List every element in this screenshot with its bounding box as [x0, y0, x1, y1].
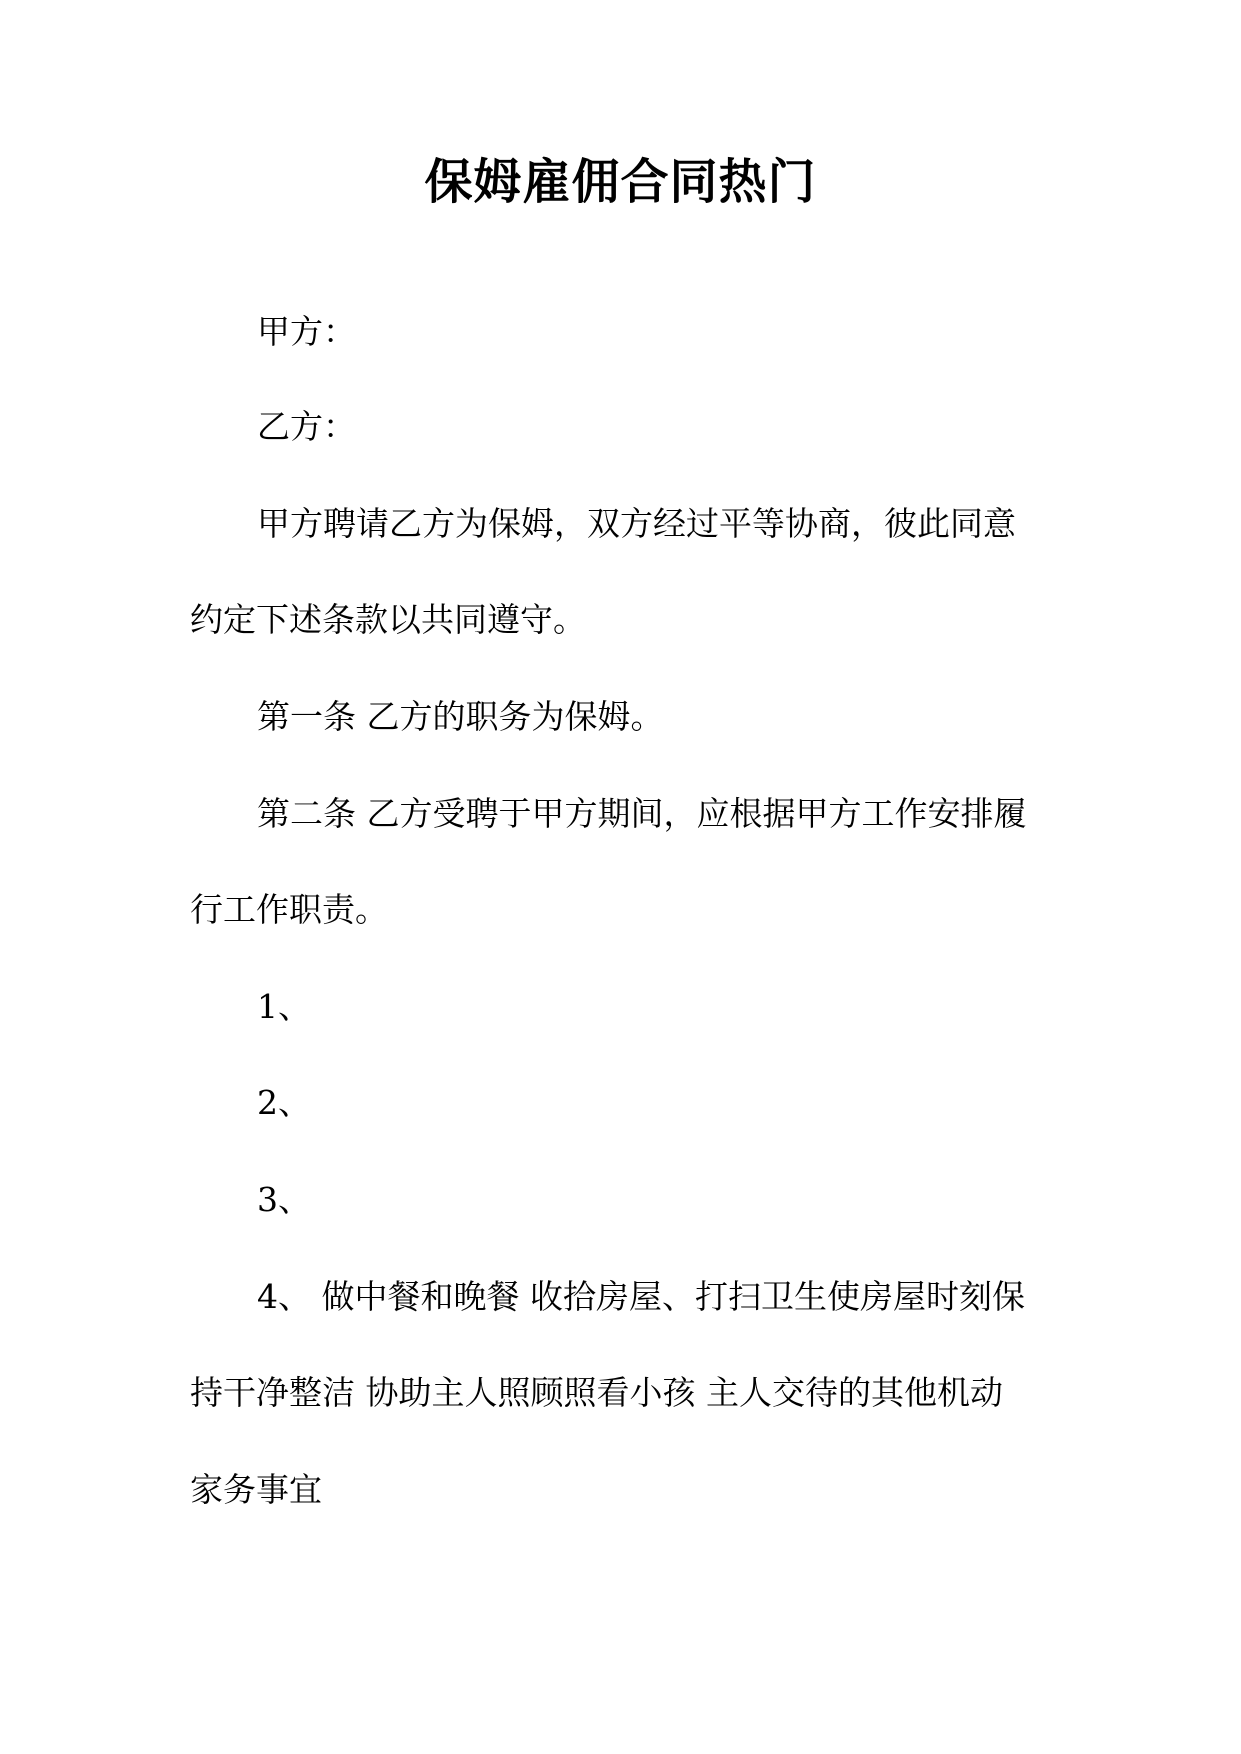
list-item-4-line-3: 家务事宜	[190, 1470, 322, 1509]
party-b-line: 乙方：	[257, 407, 356, 446]
list-item-3: 3、	[257, 1180, 311, 1219]
list-item-4-line-2: 持干净整洁 协助主人照顾照看小孩 主人交待的其他机动	[190, 1373, 1003, 1412]
list-item-4-line-1: 4、 做中餐和晚餐 收拾房屋、打扫卫生使房屋时刻保	[257, 1277, 1025, 1316]
document-title: 保姆雇佣合同热门	[424, 154, 817, 210]
intro-paragraph-line-1: 甲方聘请乙方为保姆，双方经过平等协商，彼此同意	[257, 504, 1016, 543]
article-2-line-2: 行工作职责。	[190, 890, 388, 929]
article-2-line-1: 第二条 乙方受聘于甲方期间，应根据甲方工作安排履	[257, 794, 1027, 833]
list-item-2: 2、	[257, 1083, 311, 1122]
party-a-line: 甲方：	[257, 312, 356, 351]
article-1-line: 第一条 乙方的职务为保姆。	[257, 697, 664, 736]
list-item-1: 1、	[257, 987, 311, 1026]
intro-paragraph-line-2: 约定下述条款以共同遵守。	[190, 600, 586, 639]
